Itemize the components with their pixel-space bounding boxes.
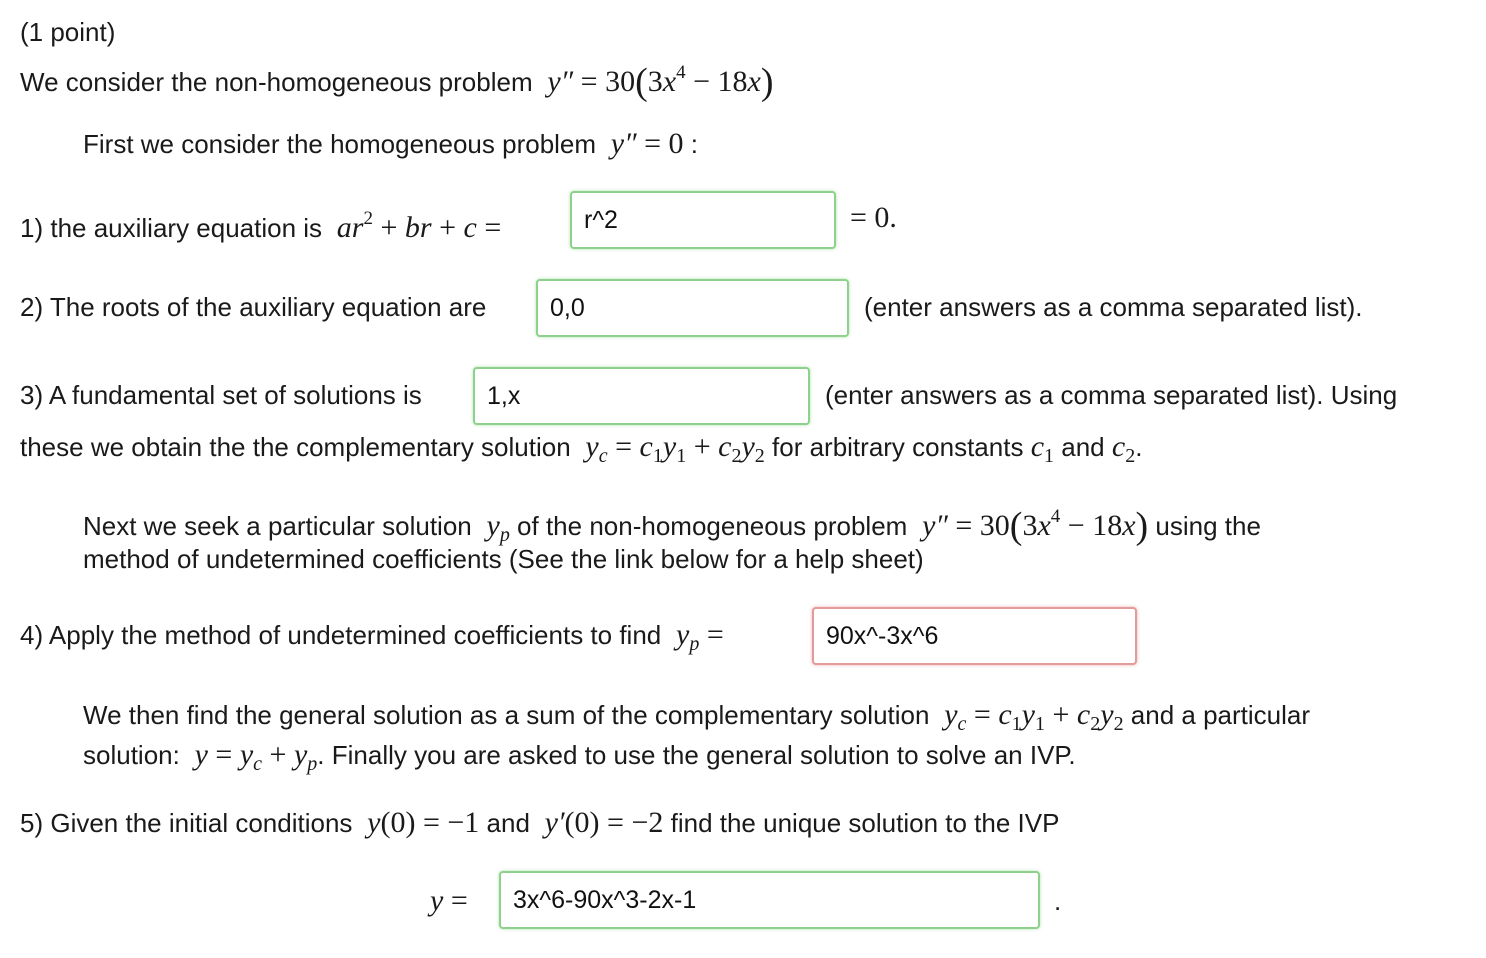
q5-row: [20, 807, 1059, 839]
math-paren-open: (: [635, 61, 648, 103]
math-minus: − 18: [685, 65, 748, 98]
math-eq-yc: =: [607, 430, 640, 463]
math-x-p: x: [1037, 509, 1051, 542]
math-ypp: y″: [539, 65, 574, 98]
math-eq: =: [573, 65, 606, 98]
math-x: x: [662, 65, 677, 98]
q4-answer-input[interactable]: [812, 607, 1137, 665]
math-c2y2: $c_2y_2$: [718, 430, 765, 467]
math-y0-val: (0) = −1: [380, 806, 480, 839]
math-exp4: 4: [676, 62, 686, 83]
general-intro: [83, 699, 1310, 740]
q5-and: and: [486, 808, 530, 838]
q5-prefix: 5) Given the initial conditions: [20, 808, 353, 838]
q5-answer-label: [430, 885, 468, 917]
q3-line2-and: and: [1061, 432, 1105, 462]
math-eq-ans: =: [443, 884, 468, 917]
math-plus-sum: +: [262, 738, 294, 771]
general-line2-suffix: Finally you are asked to use the general solution to solve an IVP.: [331, 740, 1076, 770]
math-exp2: 2: [363, 208, 373, 229]
points-label: (1 point): [20, 17, 116, 47]
homogeneous-text: First we consider the homogeneous problem: [83, 129, 597, 159]
math-c1: $c_1$: [1030, 430, 1055, 467]
q5-period: .: [1054, 886, 1062, 916]
homogeneous-statement: First we consider the homogeneous problem y″ = 0 :: [83, 127, 698, 160]
math-y-ans: y: [430, 884, 444, 917]
math-c1y1-g: $c_1y_1$: [998, 698, 1045, 735]
q2-answer-input[interactable]: [536, 279, 849, 337]
math-yp-q4: $y_p$: [668, 618, 700, 655]
math-c2y2-g: $c_2y_2$: [1076, 698, 1124, 735]
math-exp4-p: 4: [1050, 506, 1061, 527]
math-ypp-p: y″: [914, 509, 948, 542]
math-3: 3: [647, 65, 663, 98]
q1-answer-input[interactable]: [570, 191, 836, 249]
particular-prefix: Next we seek a particular solution: [83, 511, 472, 541]
math-c1y1: $c_1y_1$: [639, 430, 687, 467]
general-line2-prefix: solution:: [83, 740, 180, 770]
problem-statement: [20, 57, 774, 103]
math-eq-sum: =: [207, 738, 240, 771]
math-c2: $c_2$: [1111, 430, 1136, 467]
particular-suffix: using the: [1155, 511, 1261, 541]
math-yc-sum: $y_c$: [239, 738, 263, 775]
math-yc: $y_c$: [577, 430, 608, 467]
general-prefix: We then find the general solution as a sum of the complementary solution: [83, 700, 930, 730]
math-eq-g: =: [966, 698, 999, 731]
particular-line2: method of undetermined coefficients (See the link below for a help sheet): [83, 544, 924, 574]
math-eq-q1: =: [476, 211, 502, 244]
math-c: c: [463, 211, 477, 244]
q3-line2-mid: for arbitrary constants: [772, 432, 1024, 462]
q4-prefix: 4) Apply the method of undetermined coefficients to find: [20, 620, 662, 650]
general-line2: solution: $y = y_c + y_p$. Finally you are asked to use the general solution to solve an IVP.: [83, 738, 1076, 775]
math-paren-open-p: (: [1009, 505, 1023, 547]
math-yc-g: $y_c$: [936, 698, 967, 735]
math-eq-p: = 30: [947, 509, 1010, 542]
math-yp-sum: $y_p$: [293, 738, 318, 775]
math-minus-p: − 18: [1060, 509, 1123, 542]
q1-suffix: = 0.: [850, 201, 897, 234]
math-coef: 30: [605, 65, 636, 98]
math-plus-c: +: [431, 211, 464, 244]
math-eq-q4: =: [699, 618, 724, 651]
math-ypp-h: y″: [603, 127, 637, 160]
particular-mid: of the non-homogeneous problem: [517, 511, 908, 541]
math-yp0-val: (0) = −2: [564, 806, 664, 839]
q3-prefix: 3) A fundamental set of solutions is: [20, 380, 422, 410]
q3-suffix: (enter answers as a comma separated list). Using: [825, 380, 1398, 410]
q2-suffix: (enter answers as a comma separated list).: [864, 292, 1363, 322]
math-yp0: y′: [537, 806, 565, 839]
math-plus-c2: +: [686, 430, 719, 463]
math-yp: $y_p$: [478, 509, 510, 546]
math-plus-br: +: [372, 211, 405, 244]
q2-prefix: 2) The roots of the auxiliary equation are: [20, 292, 487, 322]
q1-prefix: 1) the auxiliary equation is: [20, 213, 323, 243]
q3-line2-prefix: these we obtain the the complementary solution: [20, 432, 571, 462]
q5-suffix: find the unique solution to the IVP: [670, 808, 1060, 838]
math-paren-close-p: ): [1135, 505, 1149, 547]
math-3-p: 3: [1022, 509, 1038, 542]
problem-statement-text: We consider the non-homogeneous problem: [20, 67, 533, 97]
math-ar2: ar: [329, 211, 364, 244]
q3-answer-input[interactable]: [473, 367, 810, 425]
math-br: br: [404, 211, 432, 244]
math-y-sum: y: [187, 738, 208, 771]
q3-line2: these we obtain the the complementary solution $y_c = c_1y_1 + c_2y_2$ for arbitrary constants $c_1$ and $c_2$.: [20, 430, 1143, 467]
math-paren-close: ): [760, 61, 774, 103]
q1-row: [20, 203, 501, 244]
math-x2-p: x: [1122, 509, 1136, 542]
math-plus-g: +: [1044, 698, 1077, 731]
general-suffix: and a particular: [1130, 700, 1311, 730]
q4-row: [20, 619, 724, 660]
q5-answer-input[interactable]: [499, 871, 1040, 929]
math-x2: x: [747, 65, 761, 98]
math-eq-zero: = 0: [636, 127, 684, 160]
math-y0: y: [359, 806, 381, 839]
